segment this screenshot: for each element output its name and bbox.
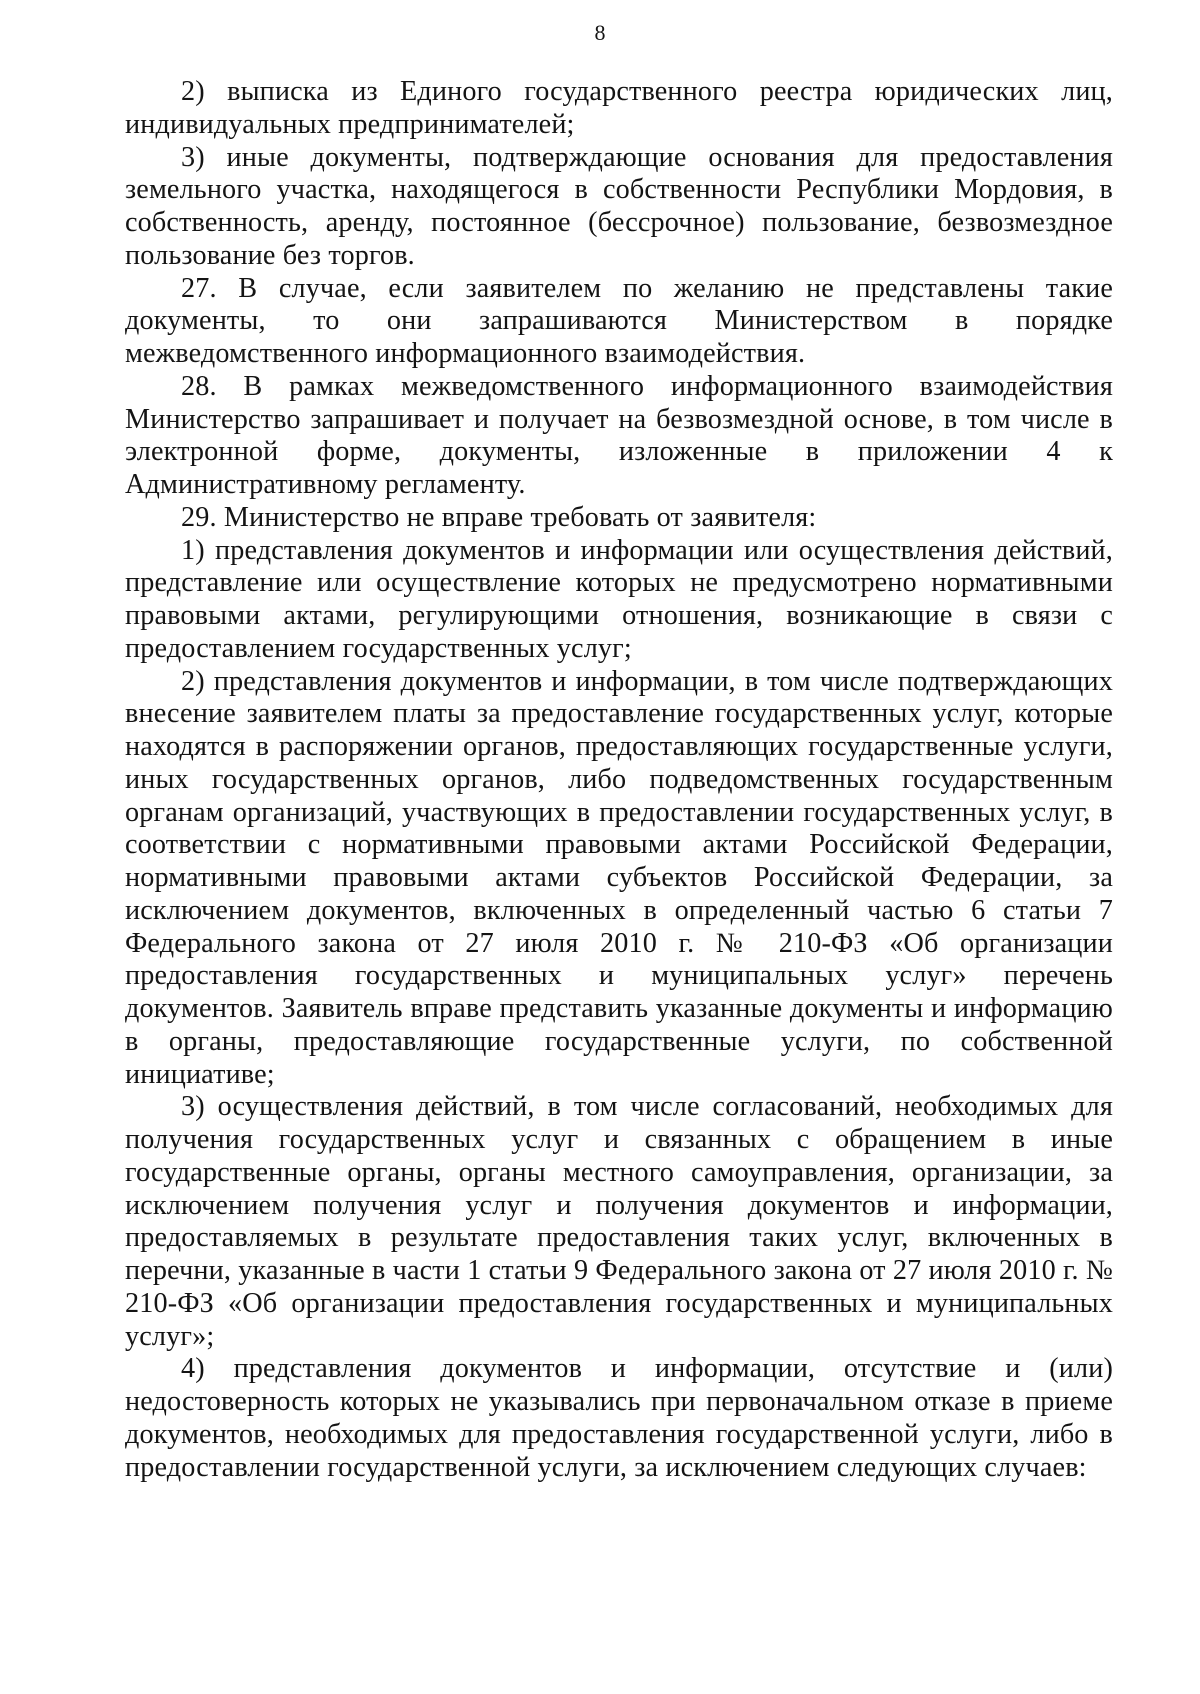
document-body [125,76,1113,1484]
page-number: 8 [594,20,606,45]
paragraph-29-item-2: 2) представления документов и информации, в том числе подтверждающих внесение заявителем платы за предоставление государственных услуг, которые находятся в распоряжении органов, предоставляющих государственные услуги, иных государственных органов, либо подведомственных государственным органам организаций, участвующих в предоставлении государственных услуг, в соответствии с нормативными правовыми актами Российской Федерации, нормативными правовыми актами субъектов Российской Федерации, за исключением документов, включенных в определенный частью 6 статьи 7 Федерального закона от 27 июля 2010 г. № 210-ФЗ «Об организации предоставления государственных и муниципальных услуг» перечень документов. Заявитель вправе представить указанные документы и информацию в органы, предоставляющие государственные услуги, по собственной инициативе; [125,665,1113,1090]
paragraph-item-2-egrul-extract: 2) выписка из Единого государственного реестра юридических лиц, индивидуальных предпринимателей; [125,76,1113,140]
paragraph-item-3-other-documents: 3) иные документы, подтверждающие основания для предоставления земельного участка, находящегося в собственности Республики Мордовия, в собственность, аренду, постоянное (бессрочное) пользование, безвозмездное пользование без торгов. [125,141,1113,271]
paragraph-28-interagency-interaction: 28. В рамках межведомственного информационного взаимодействия Министерство запрашивает и получает на безвозмездной основе, в том числе в электронной форме, документы, изложенные в приложении 4 к Административному регламенту. [125,370,1113,500]
paragraph-29-item-4: 4) представления документов и информации, отсутствие и (или) недостоверность которых не указывались при первоначальном отказе в приеме документов, необходимых для предоставления государственной услуги, либо в предоставлении государственной услуги, за исключением следующих случаев: [125,1353,1113,1483]
paragraph-27-documents-request: 27. В случае, если заявителем по желанию не представлены такие документы, то они запрашиваются Министерством в порядке межведомственного информационного взаимодействия. [125,272,1113,369]
paragraph-29-item-1: 1) представления документов и информации или осуществления действий, представление или осуществление которых не предусмотрено нормативными правовыми актами, регулирующими отношения, возникающие в связи с предоставлением государственных услуг; [125,534,1113,664]
paragraph-29-item-3: 3) осуществления действий, в том числе согласований, необходимых для получения государственных услуг и связанных с обращением в иные государственные органы, органы местного самоуправления, организации, за исключением получения услуг и получения документов и информации, предоставляемых в результате предоставления таких услуг, включенных в перечни, указанные в части 1 статьи 9 Федерального закона от 27 июля 2010 г. № 210-ФЗ «Об организации предоставления государственных и муниципальных услуг»; [125,1091,1113,1352]
paragraph-29-restrictions: 29. Министерство не вправе требовать от заявителя: [181,501,817,533]
